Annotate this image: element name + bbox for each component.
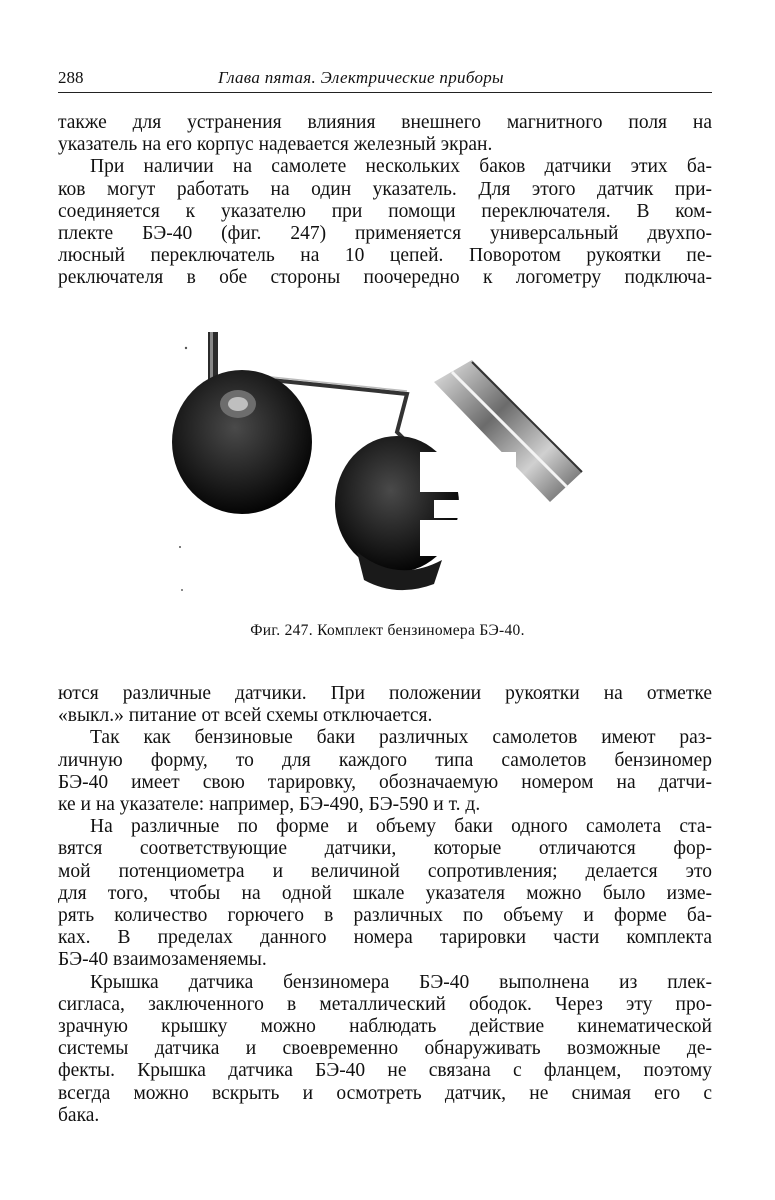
text-line: «выкл.» питание от всей схемы отключается. xyxy=(58,705,433,727)
text-line: также для устранения влияния внешнего магнитного поля на xyxy=(58,112,712,133)
text-line: мой потенциометра и величиной сопротивления; делается это xyxy=(58,860,712,882)
text-line: ках. В пределах данного номера тарировки части комплекта xyxy=(58,927,712,949)
text-line: Крышка датчика бензиномера БЭ-40 выполнена из плек- xyxy=(90,971,712,993)
text-line: реключателя в обе стороны поочередно к логометру подключа- xyxy=(58,267,712,289)
text-line: ке и на указателе: например, БЭ-490, БЭ-590 и т. д. xyxy=(58,794,481,816)
chapter-title: Глава пятая. Электрические приборы xyxy=(218,68,504,87)
text-line: сигласа, заключенного в металлический ободок. Через эту про- xyxy=(58,993,712,1015)
fuel-gauge-photo xyxy=(172,322,600,602)
text-line: вятся соответствующие датчики, которые отличаются фор- xyxy=(58,838,712,860)
text-line: личную форму, то для каждого типа самолетов бензиномер xyxy=(58,749,712,771)
page-number: 288 xyxy=(58,68,84,87)
text-line: Так как бензиновые баки различных самолетов имеют раз- xyxy=(90,727,712,749)
figure-caption: Фиг. 247. Комплект бензиномера БЭ-40. xyxy=(250,622,525,639)
text-line: плекте БЭ-40 (фиг. 247) применяется универсальный двухпо- xyxy=(58,223,712,245)
text-line: ются различные датчики. При положении рукоятки на отметке xyxy=(58,683,712,704)
running-header xyxy=(58,66,712,93)
paragraph-block-bottom xyxy=(58,683,712,1127)
text-line: ков могут работать на один указатель. Для этого датчик при- xyxy=(58,178,712,200)
text-line: БЭ-40 взаимозаменяемы. xyxy=(58,949,267,971)
text-line: указатель на его корпус надевается железный экран. xyxy=(58,134,493,156)
text-line: для того, чтобы на одной шкале указателя можно было изме- xyxy=(58,882,712,904)
text-line: На различные по форме и объему баки одного самолета ста- xyxy=(90,816,712,838)
text-line: соединяется к указателю при помощи переключателя. В ком- xyxy=(58,200,712,222)
text-line: системы датчика и своевременно обнаруживать возможные де- xyxy=(58,1038,712,1060)
figure-photo-fuel-gauge-set xyxy=(172,322,600,602)
text-line: рять количество горючего в различных по объему и форме ба- xyxy=(58,905,712,927)
text-line: всегда можно вскрыть и осмотреть датчик, не снимая его с xyxy=(58,1082,712,1104)
text-line: зрачную крышку можно наблюдать действие кинематической xyxy=(58,1016,712,1038)
text-line: При наличии на самолете нескольких баков датчики этих ба- xyxy=(90,156,712,178)
paragraph-block-top xyxy=(58,112,712,290)
text-line: фекты. Крышка датчика БЭ-40 не связана с фланцем, поэтому xyxy=(58,1060,712,1082)
text-line: бака. xyxy=(58,1104,100,1126)
text-line: люсный переключатель на 10 цепей. Поворотом рукоятки пе- xyxy=(58,245,712,267)
text-line: БЭ-40 имеет свою тарировку, обозначаемую номером на датчи- xyxy=(58,771,712,793)
